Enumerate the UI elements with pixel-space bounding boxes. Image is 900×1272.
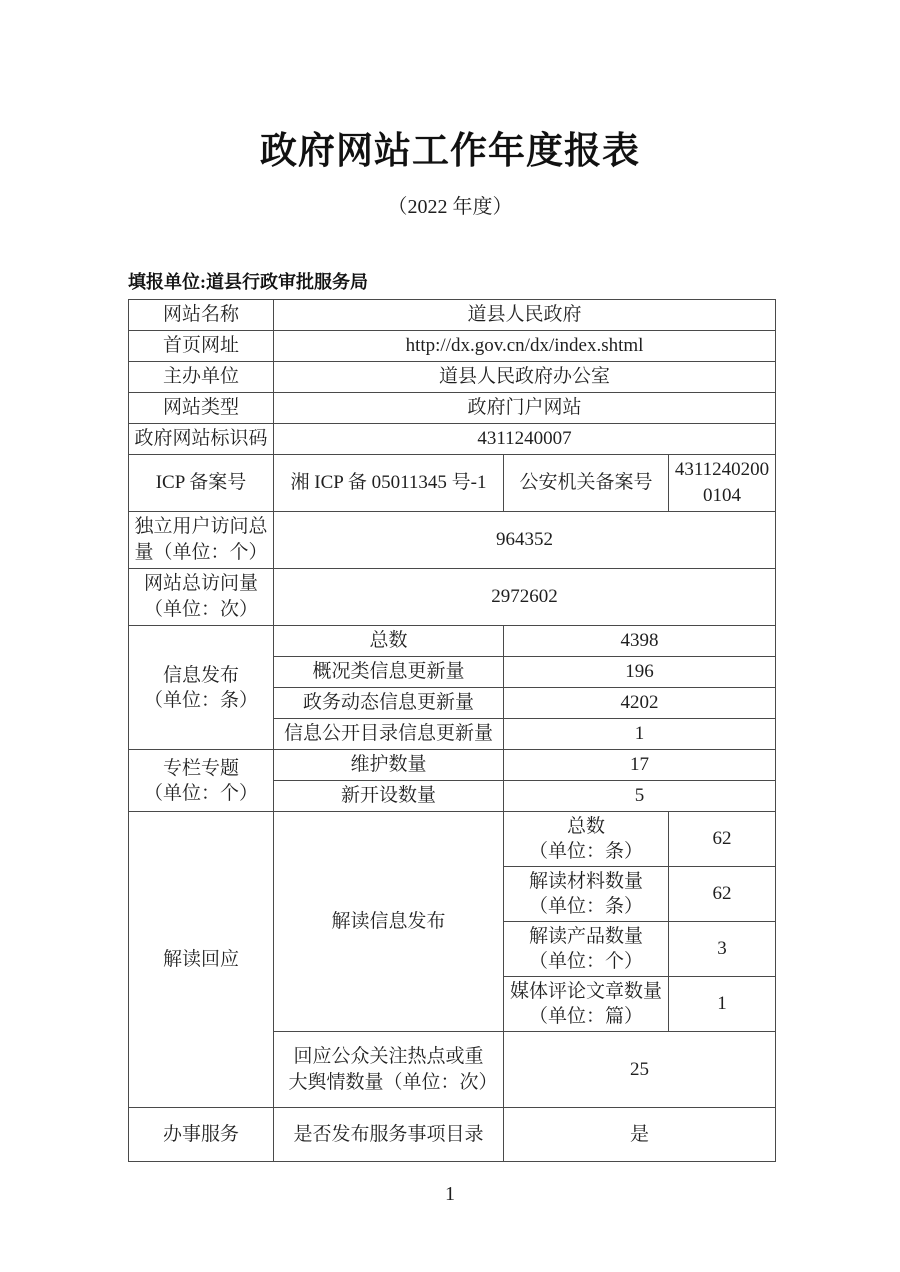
special-columns-item-label: 维护数量 — [274, 750, 504, 781]
unique-visitors-label: 独立用户访问总量（单位：个） — [129, 512, 274, 569]
interp-item-name: 媒体评论文章数量 — [509, 981, 662, 1002]
hotspot-label-cell — [274, 1032, 504, 1108]
special-columns-item-label: 新开设数量 — [274, 781, 504, 812]
interp-item-value: 3 — [669, 922, 776, 977]
interp-item-name: 总数 — [566, 816, 605, 837]
interp-item-label — [504, 922, 669, 977]
row-total-visits — [129, 569, 776, 626]
row-icp — [129, 455, 776, 512]
row-service-catalog — [129, 1108, 776, 1162]
info-release-name: 信息发布 — [162, 664, 239, 686]
info-release-item-value: 196 — [504, 657, 776, 688]
total-visits-value: 2972602 — [274, 569, 776, 626]
interp-item-value: 62 — [669, 867, 776, 922]
report-table — [128, 299, 776, 1162]
icp-label: ICP 备案号 — [129, 455, 274, 512]
hotspot-value: 25 — [504, 1032, 776, 1108]
hotspot-label: 回应公众关注热点或重大舆情数量（单位：次） — [288, 1045, 498, 1093]
row-unique-visitors — [129, 512, 776, 569]
info-release-item-label: 信息公开目录信息更新量 — [274, 719, 504, 750]
special-columns-item-value: 5 — [504, 781, 776, 812]
interp-item-name: 解读材料数量 — [528, 871, 643, 892]
info-release-unit: （单位：条） — [143, 689, 258, 711]
info-release-item-value: 1 — [504, 719, 776, 750]
page-number: 1 — [445, 1183, 455, 1205]
interp-item-name: 解读产品数量 — [528, 926, 643, 947]
total-visits-label: 网站总访问量（单位：次） — [129, 569, 274, 626]
row-site-name — [129, 300, 776, 331]
interp-item-label — [504, 867, 669, 922]
police-record-label: 公安机关备案号 — [504, 455, 669, 512]
home-url-value: http://dx.gov.cn/dx/index.shtml — [274, 331, 776, 362]
service-group-label: 办事服务 — [129, 1108, 274, 1162]
info-release-group-label — [129, 626, 274, 750]
page-subtitle: （2022 年度） — [387, 196, 513, 218]
interp-item-value: 62 — [669, 812, 776, 867]
service-item-value: 是 — [504, 1108, 776, 1162]
info-release-item-label: 政务动态信息更新量 — [274, 688, 504, 719]
interp-item-unit: （单位：条） — [528, 841, 643, 862]
special-columns-name: 专栏专题 — [162, 757, 239, 779]
home-url-label: 首页网址 — [129, 331, 274, 362]
special-columns-item-value: 17 — [504, 750, 776, 781]
site-code-label: 政府网站标识码 — [129, 424, 274, 455]
special-columns-group-label — [129, 750, 274, 812]
interp-item-text — [508, 979, 664, 1029]
interp-item-unit: （单位：篇） — [528, 1006, 643, 1027]
icp-value: 湘 ICP 备 05011345 号-1 — [274, 455, 504, 512]
row-info-release-total — [129, 626, 776, 657]
interp-item-label — [504, 812, 669, 867]
row-columns-maintained — [129, 750, 776, 781]
info-release-item-label: 总数 — [274, 626, 504, 657]
info-release-item-value: 4202 — [504, 688, 776, 719]
service-item-label: 是否发布服务事项目录 — [274, 1108, 504, 1162]
site-type-value: 政府门户网站 — [274, 393, 776, 424]
reporting-unit: 填报单位:道县行政审批服务局 — [128, 272, 368, 292]
info-release-item-value: 4398 — [504, 626, 776, 657]
interp-item-unit: （单位：条） — [528, 896, 643, 917]
site-code-value: 4311240007 — [274, 424, 776, 455]
page-title: 政府网站工作年度报表 — [260, 130, 640, 171]
interp-item-label — [504, 977, 669, 1032]
site-name-value: 道县人民政府 — [274, 300, 776, 331]
sponsor-label: 主办单位 — [129, 362, 274, 393]
interpretation-release-label: 解读信息发布 — [274, 812, 504, 1032]
police-record-value: 43112402000104 — [669, 455, 776, 512]
info-release-item-label: 概况类信息更新量 — [274, 657, 504, 688]
interp-item-text — [508, 814, 664, 864]
row-interp-total — [129, 812, 776, 867]
interp-item-value: 1 — [669, 977, 776, 1032]
interp-item-unit: （单位：个） — [528, 951, 643, 972]
site-name-label: 网站名称 — [129, 300, 274, 331]
row-site-type — [129, 393, 776, 424]
special-columns-group-text — [133, 756, 269, 806]
row-site-code — [129, 424, 776, 455]
interp-item-text — [508, 869, 664, 919]
site-type-label: 网站类型 — [129, 393, 274, 424]
interp-item-text — [508, 924, 664, 974]
row-home-url — [129, 331, 776, 362]
row-sponsor — [129, 362, 776, 393]
interpretation-group-label: 解读回应 — [129, 812, 274, 1108]
special-columns-unit: （单位：个） — [143, 782, 258, 804]
unique-visitors-value: 964352 — [274, 512, 776, 569]
sponsor-value: 道县人民政府办公室 — [274, 362, 776, 393]
info-release-group-text — [133, 663, 269, 713]
